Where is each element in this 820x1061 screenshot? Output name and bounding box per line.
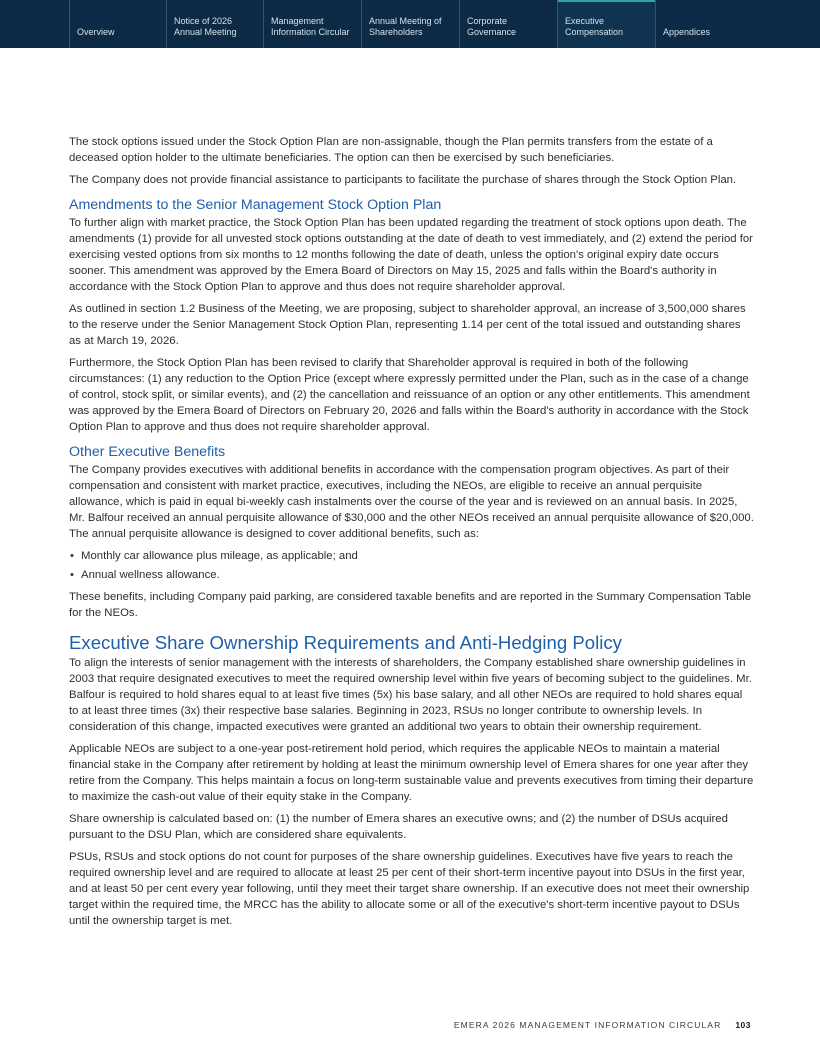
heading-amendments: Amendments to the Senior Management Stock Option Plan [69, 197, 442, 213]
heading-share-ownership: Executive Share Ownership Requirements and Anti-Hedging Policy [69, 632, 622, 653]
benefits-list [69, 548, 754, 583]
paragraph-reserve-increase: As outlined in section 1.2 Business of the Meeting, we are proposing, subject to shareholder approval, an increase of 3,500,000 shares to the reserve under the Senior Management Stock Option Plan, representing 1.14 per cent of the total issued and outstanding shares as at March 19, 2026. [69, 303, 746, 347]
paragraph-options-non-assignable: The stock options issued under the Stock Option Plan are non-assignable, though the Plan permits transfers from the estate of a deceased option holder to the ultimate beneficiaries. The option can then be exercised by such beneficiaries. [69, 136, 713, 164]
page-footer [454, 1020, 751, 1030]
list-item [69, 548, 754, 564]
list-item-text: Annual wellness allowance. [81, 569, 220, 581]
tab-label: Appendices [663, 27, 711, 37]
list-item-text: Monthly car allowance plus mileage, as applicable; and [81, 550, 358, 562]
page-content [69, 134, 754, 935]
tab-annual-meeting-of-shareholders[interactable] [362, 0, 460, 48]
page-number: 103 [735, 1020, 751, 1030]
bullet-marker: • [70, 550, 74, 562]
tab-management-information-circular[interactable] [264, 0, 362, 48]
list-item [69, 567, 754, 583]
paragraph-amendments-death: To further align with market practice, the Stock Option Plan has been updated regarding the treatment of stock options upon death. The amendments (1) provide for all unvested stock options outstanding at the date of death to vest immediately, and (2) extend the period for exercising vested options from six months to 12 months following the date of death, unless the option's original expiry date occurs sooner. This amendment was approved by the Emera Board of Directors on May 15, 2025 and falls within the Board's authority in accordance with the Stock Option Plan to approve and thus does not require shareholder approval. [69, 217, 753, 293]
footer-title: EMERA 2026 MANAGEMENT INFORMATION CIRCULAR [453, 1020, 722, 1030]
tab-corporate-governance[interactable] [460, 0, 558, 48]
tab-executive-compensation[interactable] [558, 0, 656, 48]
paragraph-taxable-benefits: These benefits, including Company paid parking, are considered taxable benefits and are reported in the Summary Compensation Table for the NEOs. [69, 591, 752, 619]
bullet-marker: • [70, 569, 74, 581]
tab-label: Corporate Governance [467, 16, 517, 37]
tab-label: Annual Meeting of Shareholders [369, 16, 442, 37]
top-navigation-bar [0, 0, 820, 48]
tab-appendices[interactable] [656, 0, 766, 48]
paragraph-shareholder-approval: Furthermore, the Stock Option Plan has been revised to clarify that Shareholder approval is required in both of the following circumstances: (1) any reduction to the Option Price (except where expressly permitted under the Plan, such as in the case of a change of control, stock split, or similar events), and (2) the cancellation and reissuance of an option or any other entitlements. This amendment was approved by the Emera Board of Directors on February 20, 2026 and falls within the Board's authority in accordance with the Stock Option Plan to approve and thus does not require shareholder approval. [69, 357, 750, 433]
tab-label: Notice of 2026 Annual Meeting [174, 16, 237, 37]
tab-notice-of-annual-meeting[interactable] [167, 0, 264, 48]
nav-spacer [0, 0, 70, 48]
tab-overview[interactable] [70, 0, 167, 48]
paragraph-ownership-guidelines: To align the interests of senior management with the interests of shareholders, the Company established share ownership guidelines in 2003 that require designated executives to meet the required ownership level within five years of becoming subject to the guidelines. Mr. Balfour is required to hold shares equal to at least five times (5x) his base salary, and all other NEOs are required to hold shares equal to at least three times (3x) their respective base salaries. Beginning in 2023, RSUs no longer contribute to ownership levels. In consideration of this change, impacted executives were granted an additional two years to obtain their ownership requirement. [69, 657, 752, 733]
paragraph-psu-rsu-options: PSUs, RSUs and stock options do not count for purposes of the share ownership guidelines. Executives have five years to reach the required ownership level and are required to allocate at least 25 per cent of their short-term incentive payout into DSUs in the first year, and at least 50 per cent every year following, until they meet their target share ownership. If an executive does not meet their ownership target within the required time, the MRCC has the ability to allocate some or all of the executive's short-term incentive payout to DSUs until the ownership target is met. [69, 851, 750, 927]
tab-label: Executive Compensation [565, 16, 624, 37]
heading-other-benefits: Other Executive Benefits [69, 444, 226, 460]
paragraph-ownership-calculation: Share ownership is calculated based on: (1) the number of Emera shares an executive owns; and (2) the number of DSUs acquired pursuant to the DSU Plan, which are considered share equivalents. [69, 813, 728, 841]
paragraph-post-retirement-hold: Applicable NEOs are subject to a one-year post-retirement hold period, which requires the applicable NEOs to maintain a material financial stake in the Company after retirement by holding at least the minimum ownership level of Emera shares for one year after they retire from the Company. This helps maintain a focus on long-term sustainable value and prevents executives from timing their departure to maximize the cash-out value of their equity stake in the Company. [69, 743, 754, 803]
tab-label: Management Information Circular [271, 16, 350, 37]
paragraph-perquisite-allowance: The Company provides executives with additional benefits in accordance with the compensation program objectives. As part of their compensation and consistent with market practice, executives, including the NEOs, are eligible to receive an annual perquisite allowance, which is paid in equal bi-weekly cash instalments over the course of the year and is reviewed on an annual basis. In 2025, Mr. Balfour received an annual perquisite allowance of $30,000 and the other NEOs received an annual perquisite allowance of $20,000. The annual perquisite allowance is designed to cover additional benefits, such as: [69, 464, 754, 540]
paragraph-no-financial-assistance: The Company does not provide financial assistance to participants to facilitate the purchase of shares through the Stock Option Plan. [69, 174, 737, 186]
tab-label: Overview [77, 27, 115, 37]
